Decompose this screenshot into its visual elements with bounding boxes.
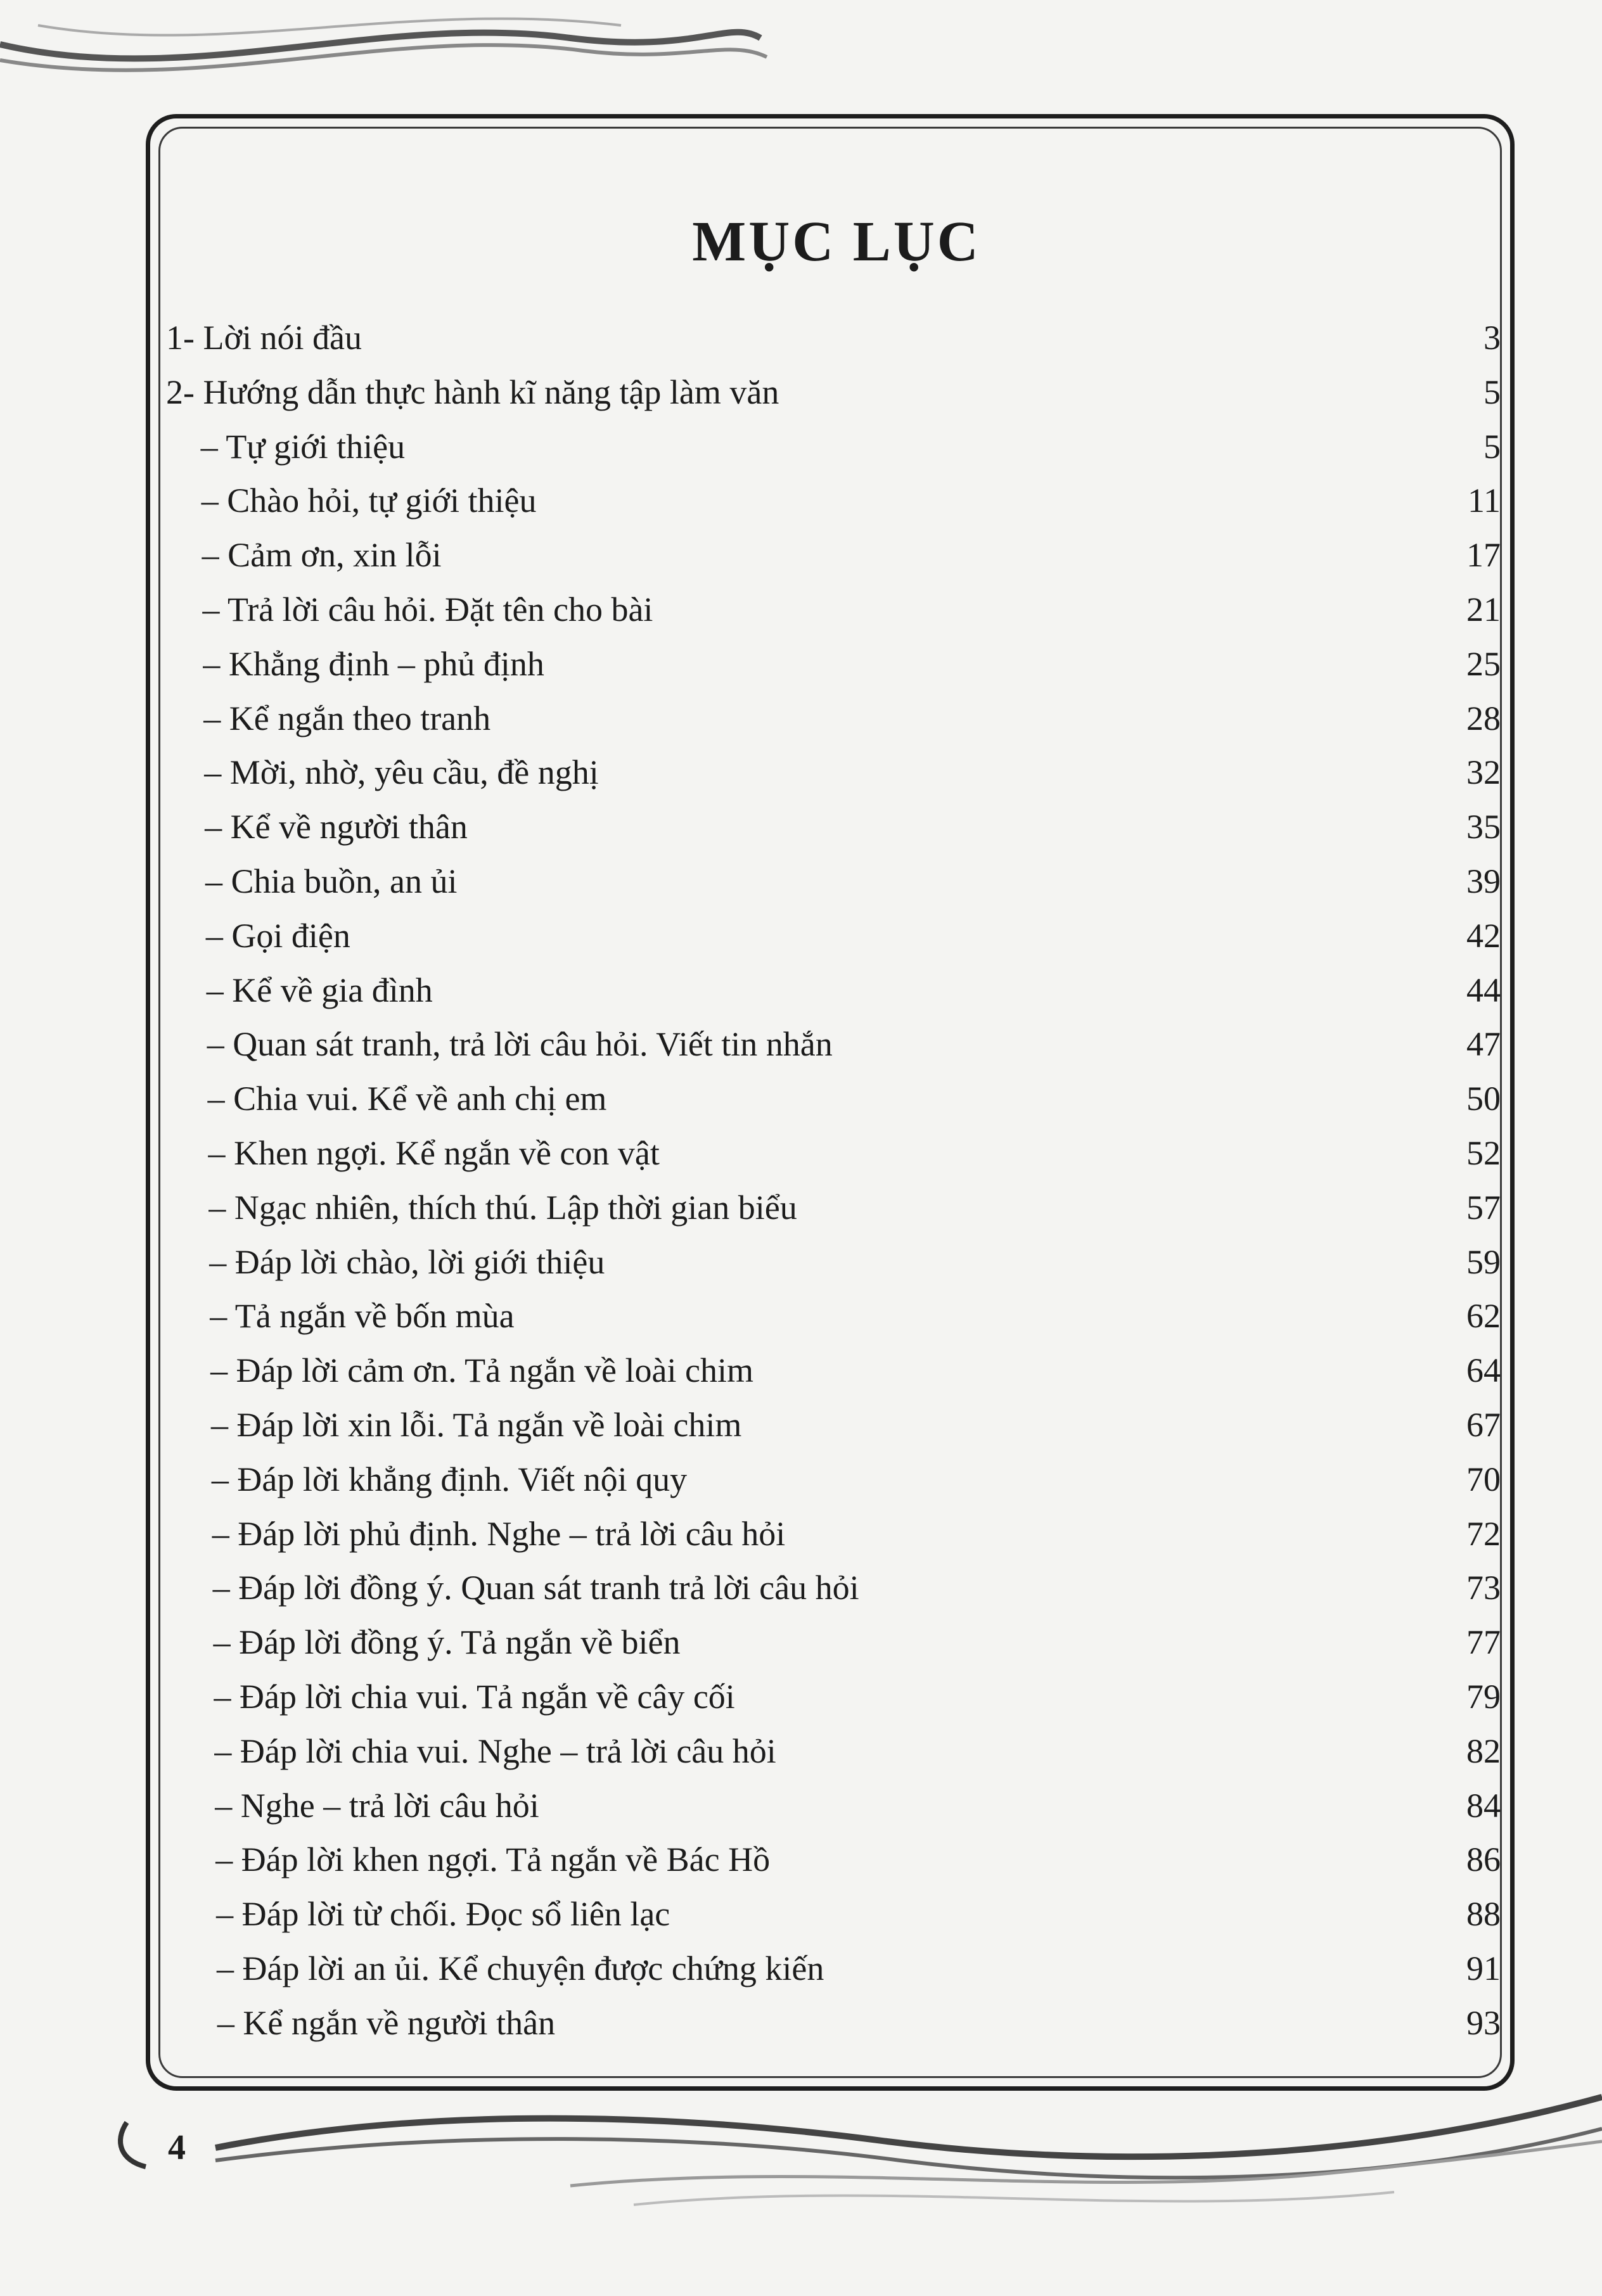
toc-entry-page: 62 xyxy=(1466,1297,1501,1336)
toc-entry-label: – Mời, nhờ, yêu cầu, đề nghị xyxy=(204,753,599,792)
toc-entry-page: 84 xyxy=(1466,1786,1501,1825)
page-number: 4 xyxy=(168,2128,186,2167)
toc-entry-page: 52 xyxy=(1466,1134,1501,1172)
toc-entry-label: – Đáp lời đồng ý. Tả ngắn về biển xyxy=(213,1623,681,1662)
toc-entry-label: 2- Hướng dẫn thực hành kĩ năng tập làm văn xyxy=(166,373,779,411)
toc-entry-label: – Kể về gia đình xyxy=(206,971,433,1009)
toc-entry-label: – Đáp lời chào, lời giới thiệu xyxy=(209,1242,605,1281)
toc-entry-label: – Tự giới thiệu xyxy=(200,427,406,466)
toc-entry-page: 3 xyxy=(1483,319,1501,357)
toc-entry-label: – Đáp lời chia vui. Tả ngắn về cây cối xyxy=(214,1678,735,1716)
toc-entry-page: 11 xyxy=(1467,482,1501,520)
toc-entry-label: – Chia vui. Kể về anh chị em xyxy=(207,1080,607,1118)
toc-entry-page: 35 xyxy=(1466,808,1501,846)
toc-entry-page: 86 xyxy=(1466,1840,1501,1879)
toc-entry-page: 77 xyxy=(1466,1623,1501,1662)
toc-entry-label: – Kể về người thân xyxy=(205,808,468,846)
toc-entry-label: – Cảm ơn, xin lỗi xyxy=(202,536,442,575)
toc-entry-page: 79 xyxy=(1466,1678,1501,1716)
toc-entry-page: 72 xyxy=(1466,1514,1501,1553)
toc-entry-page: 82 xyxy=(1466,1732,1501,1770)
bottom-swoosh-ornament xyxy=(0,2091,1602,2296)
toc-entry-page: 47 xyxy=(1466,1025,1501,1064)
toc-entry-label: – Trả lời câu hỏi. Đặt tên cho bài xyxy=(202,590,653,628)
toc-entry-page: 28 xyxy=(1466,699,1501,737)
toc-entry-page: 93 xyxy=(1466,2003,1501,2042)
toc-entry-page: 21 xyxy=(1466,590,1501,628)
toc-entry-label: – Đáp lời đồng ý. Quan sát tranh trả lời câu hỏi xyxy=(212,1569,859,1607)
toc-entry-page: 64 xyxy=(1466,1351,1501,1390)
toc-entry-page: 67 xyxy=(1466,1406,1501,1444)
toc-entry-page: 57 xyxy=(1466,1188,1501,1227)
toc-entry-label: – Nghe – trả lời câu hỏi xyxy=(215,1786,539,1825)
toc-title: MỤC LỤC xyxy=(692,210,981,273)
toc-entry-label: – Kể ngắn về người thân xyxy=(217,2003,556,2042)
toc-entry-label: – Đáp lời khẳng định. Viết nội quy xyxy=(211,1460,688,1498)
toc-entry-page: 25 xyxy=(1466,644,1501,683)
toc-entry-label: – Quan sát tranh, trả lời câu hỏi. Viết tin nhắn xyxy=(207,1025,833,1064)
toc-entry-page: 32 xyxy=(1466,753,1501,792)
toc-entry-page: 73 xyxy=(1466,1569,1501,1607)
toc-entry-label: – Đáp lời chia vui. Nghe – trả lời câu hỏi xyxy=(214,1732,776,1770)
toc-entry-label: – Đáp lời xin lỗi. Tả ngắn về loài chim xyxy=(211,1406,742,1444)
toc-entry-page: 91 xyxy=(1466,1949,1501,1987)
toc-entry-label: – Chào hỏi, tự giới thiệu xyxy=(201,482,537,520)
toc-entry-label: – Kể ngắn theo tranh xyxy=(203,699,491,737)
toc-entry-label: – Đáp lời an ủi. Kể chuyện được chứng kiến xyxy=(217,1949,824,1987)
toc-entry-page: 5 xyxy=(1483,373,1501,411)
toc-entry-label: – Khẳng định – phủ định xyxy=(203,644,544,683)
toc-entry-label: – Ngạc nhiên, thích thú. Lập thời gian biểu xyxy=(208,1188,797,1227)
toc-entry-page: 5 xyxy=(1483,427,1501,466)
toc-entry-page: 70 xyxy=(1466,1460,1501,1498)
toc-entry-label: – Gọi điện xyxy=(205,916,350,955)
toc-entry-page: 88 xyxy=(1466,1895,1501,1934)
toc-entry-label: – Đáp lời khen ngợi. Tả ngắn về Bác Hồ xyxy=(215,1840,771,1879)
toc-entry-page: 42 xyxy=(1466,916,1501,955)
toc-entry-page: 50 xyxy=(1466,1080,1501,1118)
toc-entry-label: 1- Lời nói đầu xyxy=(166,319,362,357)
toc-entry-label: – Đáp lời phủ định. Nghe – trả lời câu hỏi xyxy=(212,1514,786,1553)
toc-entry-page: 44 xyxy=(1466,971,1501,1009)
toc-entry-page: 39 xyxy=(1466,862,1501,900)
toc-entry-label: – Khen ngợi. Kể ngắn về con vật xyxy=(208,1134,660,1172)
toc-entry-label: – Tả ngắn về bốn mùa xyxy=(210,1297,515,1336)
toc-entry-page: 17 xyxy=(1466,536,1501,575)
toc-entry-page: 59 xyxy=(1466,1242,1501,1281)
toc-entry-label: – Đáp lời cảm ơn. Tả ngắn về loài chim xyxy=(210,1351,753,1390)
top-swoosh-ornament xyxy=(0,0,1602,114)
toc-entry-label: – Đáp lời từ chối. Đọc sổ liên lạc xyxy=(216,1895,670,1934)
toc-entry-label: – Chia buồn, an ủi xyxy=(205,862,458,900)
